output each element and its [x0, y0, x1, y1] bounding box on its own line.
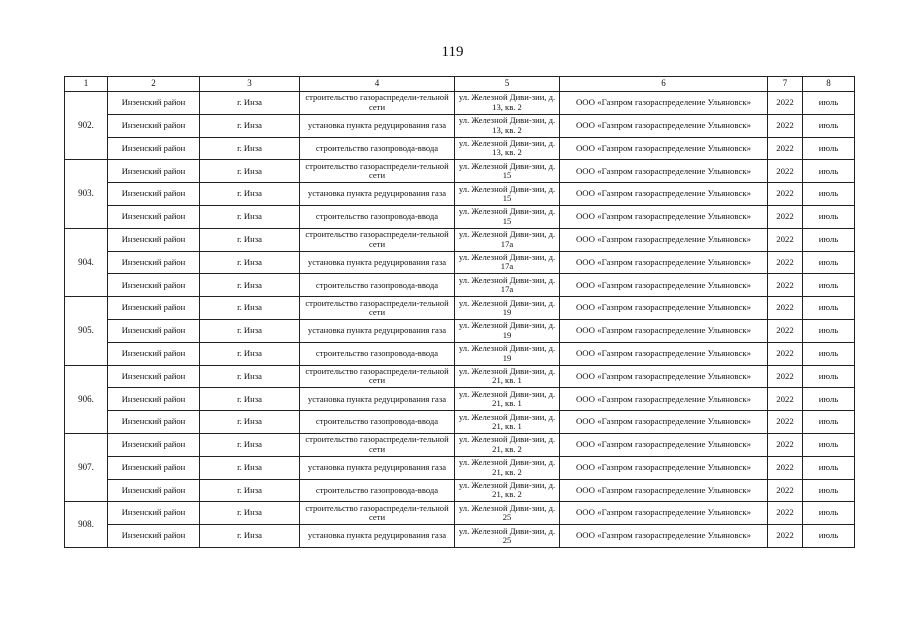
- column-header: 5: [455, 77, 560, 92]
- table-row: [65, 114, 855, 137]
- work-cell: строительство газопровода-ввода: [300, 411, 455, 434]
- district-cell: Инзенский район: [108, 319, 200, 342]
- table-row: [65, 274, 855, 297]
- year-cell: 2022: [768, 251, 803, 274]
- address-cell: ул. Железной Диви-зии, д. 13, кв. 2: [455, 137, 560, 160]
- month-cell: июль: [803, 114, 855, 137]
- organization-cell: ООО «Газпром газораспределение Ульяновск»: [560, 319, 768, 342]
- year-cell: 2022: [768, 502, 803, 525]
- address-cell: ул. Железной Диви-зии, д. 15: [455, 160, 560, 183]
- work-cell: строительство газопровода-ввода: [300, 274, 455, 297]
- address-cell: ул. Железной Диви-зии, д. 17а: [455, 251, 560, 274]
- column-header: 8: [803, 77, 855, 92]
- city-cell: г. Инза: [200, 205, 300, 228]
- month-cell: июль: [803, 365, 855, 388]
- address-cell: ул. Железной Диви-зии, д. 17а: [455, 228, 560, 251]
- year-cell: 2022: [768, 365, 803, 388]
- column-header: 6: [560, 77, 768, 92]
- month-cell: июль: [803, 479, 855, 502]
- work-cell: установка пункта редуцирования газа: [300, 388, 455, 411]
- address-cell: ул. Железной Диви-зии, д. 13, кв. 2: [455, 114, 560, 137]
- table-row: [65, 479, 855, 502]
- address-cell: ул. Железной Диви-зии, д. 21, кв. 1: [455, 365, 560, 388]
- district-cell: Инзенский район: [108, 388, 200, 411]
- row-number-cell: 907.: [65, 433, 108, 501]
- table-row: [65, 251, 855, 274]
- month-cell: июль: [803, 342, 855, 365]
- organization-cell: ООО «Газпром газораспределение Ульяновск»: [560, 411, 768, 434]
- table-row: [65, 365, 855, 388]
- address-cell: ул. Железной Диви-зии, д. 19: [455, 342, 560, 365]
- month-cell: июль: [803, 251, 855, 274]
- row-number-cell: 902.: [65, 92, 108, 160]
- work-cell: строительство газораспредели-тельной сети: [300, 502, 455, 525]
- year-cell: 2022: [768, 183, 803, 206]
- district-cell: Инзенский район: [108, 297, 200, 320]
- organization-cell: ООО «Газпром газораспределение Ульяновск»: [560, 183, 768, 206]
- month-cell: июль: [803, 183, 855, 206]
- address-cell: ул. Железной Диви-зии, д. 25: [455, 502, 560, 525]
- header-row: [65, 77, 855, 92]
- district-cell: Инзенский район: [108, 274, 200, 297]
- district-cell: Инзенский район: [108, 525, 200, 548]
- row-number-cell: 905.: [65, 297, 108, 365]
- organization-cell: ООО «Газпром газораспределение Ульяновск»: [560, 388, 768, 411]
- city-cell: г. Инза: [200, 502, 300, 525]
- year-cell: 2022: [768, 433, 803, 456]
- row-number-cell: 904.: [65, 228, 108, 296]
- month-cell: июль: [803, 456, 855, 479]
- district-cell: Инзенский район: [108, 342, 200, 365]
- district-cell: Инзенский район: [108, 433, 200, 456]
- month-cell: июль: [803, 274, 855, 297]
- month-cell: июль: [803, 525, 855, 548]
- table-row: [65, 502, 855, 525]
- address-cell: ул. Железной Диви-зии, д. 21, кв. 2: [455, 456, 560, 479]
- district-cell: Инзенский район: [108, 183, 200, 206]
- column-header: 2: [108, 77, 200, 92]
- month-cell: июль: [803, 297, 855, 320]
- city-cell: г. Инза: [200, 342, 300, 365]
- work-cell: установка пункта редуцирования газа: [300, 114, 455, 137]
- work-cell: строительство газопровода-ввода: [300, 137, 455, 160]
- district-cell: Инзенский район: [108, 502, 200, 525]
- organization-cell: ООО «Газпром газораспределение Ульяновск»: [560, 228, 768, 251]
- district-cell: Инзенский район: [108, 160, 200, 183]
- work-cell: установка пункта редуцирования газа: [300, 251, 455, 274]
- row-number-cell: 908.: [65, 502, 108, 548]
- column-header: 1: [65, 77, 108, 92]
- month-cell: июль: [803, 137, 855, 160]
- column-header: 7: [768, 77, 803, 92]
- year-cell: 2022: [768, 228, 803, 251]
- organization-cell: ООО «Газпром газораспределение Ульяновск»: [560, 274, 768, 297]
- organization-cell: ООО «Газпром газораспределение Ульяновск»: [560, 479, 768, 502]
- address-cell: ул. Железной Диви-зии, д. 21, кв. 2: [455, 433, 560, 456]
- city-cell: г. Инза: [200, 251, 300, 274]
- table-row: [65, 456, 855, 479]
- organization-cell: ООО «Газпром газораспределение Ульяновск»: [560, 160, 768, 183]
- table-row: [65, 183, 855, 206]
- table-row: [65, 92, 855, 115]
- year-cell: 2022: [768, 205, 803, 228]
- table-row: [65, 205, 855, 228]
- address-cell: ул. Железной Диви-зии, д. 21, кв. 2: [455, 479, 560, 502]
- organization-cell: ООО «Газпром газораспределение Ульяновск»: [560, 114, 768, 137]
- month-cell: июль: [803, 205, 855, 228]
- address-cell: ул. Железной Диви-зии, д. 21, кв. 1: [455, 411, 560, 434]
- table-row: [65, 388, 855, 411]
- year-cell: 2022: [768, 274, 803, 297]
- table-row: [65, 411, 855, 434]
- table-row: [65, 525, 855, 548]
- year-cell: 2022: [768, 479, 803, 502]
- year-cell: 2022: [768, 137, 803, 160]
- work-cell: строительство газораспредели-тельной сети: [300, 297, 455, 320]
- year-cell: 2022: [768, 114, 803, 137]
- work-cell: строительство газопровода-ввода: [300, 479, 455, 502]
- city-cell: г. Инза: [200, 456, 300, 479]
- year-cell: 2022: [768, 297, 803, 320]
- table-row: [65, 319, 855, 342]
- city-cell: г. Инза: [200, 433, 300, 456]
- address-cell: ул. Железной Диви-зии, д. 17а: [455, 274, 560, 297]
- work-cell: строительство газораспредели-тельной сети: [300, 160, 455, 183]
- address-cell: ул. Железной Диви-зии, д. 19: [455, 297, 560, 320]
- month-cell: июль: [803, 433, 855, 456]
- table-row: [65, 433, 855, 456]
- year-cell: 2022: [768, 92, 803, 115]
- month-cell: июль: [803, 228, 855, 251]
- city-cell: г. Инза: [200, 228, 300, 251]
- organization-cell: ООО «Газпром газораспределение Ульяновск»: [560, 342, 768, 365]
- month-cell: июль: [803, 92, 855, 115]
- district-cell: Инзенский район: [108, 137, 200, 160]
- city-cell: г. Инза: [200, 411, 300, 434]
- organization-cell: ООО «Газпром газораспределение Ульяновск»: [560, 205, 768, 228]
- address-cell: ул. Железной Диви-зии, д. 25: [455, 525, 560, 548]
- month-cell: июль: [803, 319, 855, 342]
- work-cell: строительство газораспредели-тельной сети: [300, 228, 455, 251]
- city-cell: г. Инза: [200, 388, 300, 411]
- district-cell: Инзенский район: [108, 228, 200, 251]
- organization-cell: ООО «Газпром газораспределение Ульяновск»: [560, 365, 768, 388]
- city-cell: г. Инза: [200, 183, 300, 206]
- organization-cell: ООО «Газпром газораспределение Ульяновск»: [560, 502, 768, 525]
- month-cell: июль: [803, 411, 855, 434]
- city-cell: г. Инза: [200, 297, 300, 320]
- column-header: 4: [300, 77, 455, 92]
- organization-cell: ООО «Газпром газораспределение Ульяновск»: [560, 251, 768, 274]
- organization-cell: ООО «Газпром газораспределение Ульяновск»: [560, 433, 768, 456]
- work-cell: установка пункта редуцирования газа: [300, 456, 455, 479]
- table-row: [65, 228, 855, 251]
- organization-cell: ООО «Газпром газораспределение Ульяновск»: [560, 456, 768, 479]
- month-cell: июль: [803, 388, 855, 411]
- city-cell: г. Инза: [200, 479, 300, 502]
- work-cell: строительство газопровода-ввода: [300, 205, 455, 228]
- year-cell: 2022: [768, 411, 803, 434]
- work-cell: строительство газораспредели-тельной сети: [300, 433, 455, 456]
- address-cell: ул. Железной Диви-зии, д. 15: [455, 183, 560, 206]
- city-cell: г. Инза: [200, 274, 300, 297]
- month-cell: июль: [803, 502, 855, 525]
- organization-cell: ООО «Газпром газораспределение Ульяновск»: [560, 525, 768, 548]
- district-cell: Инзенский район: [108, 456, 200, 479]
- row-number-cell: 903.: [65, 160, 108, 228]
- organization-cell: ООО «Газпром газораспределение Ульяновск»: [560, 137, 768, 160]
- address-cell: ул. Железной Диви-зии, д. 21, кв. 1: [455, 388, 560, 411]
- work-cell: установка пункта редуцирования газа: [300, 319, 455, 342]
- work-cell: строительство газораспредели-тельной сети: [300, 92, 455, 115]
- city-cell: г. Инза: [200, 160, 300, 183]
- address-cell: ул. Железной Диви-зии, д. 15: [455, 205, 560, 228]
- district-cell: Инзенский район: [108, 205, 200, 228]
- work-cell: строительство газораспредели-тельной сети: [300, 365, 455, 388]
- city-cell: г. Инза: [200, 525, 300, 548]
- organization-cell: ООО «Газпром газораспределение Ульяновск»: [560, 297, 768, 320]
- year-cell: 2022: [768, 342, 803, 365]
- district-cell: Инзенский район: [108, 251, 200, 274]
- year-cell: 2022: [768, 525, 803, 548]
- data-table: [64, 76, 855, 548]
- address-cell: ул. Железной Диви-зии, д. 13, кв. 2: [455, 92, 560, 115]
- year-cell: 2022: [768, 319, 803, 342]
- work-cell: установка пункта редуцирования газа: [300, 525, 455, 548]
- table-row: [65, 342, 855, 365]
- row-number-cell: 906.: [65, 365, 108, 433]
- district-cell: Инзенский район: [108, 411, 200, 434]
- page-number: 119: [441, 44, 464, 60]
- table-row: [65, 137, 855, 160]
- city-cell: г. Инза: [200, 114, 300, 137]
- year-cell: 2022: [768, 160, 803, 183]
- work-cell: строительство газопровода-ввода: [300, 342, 455, 365]
- city-cell: г. Инза: [200, 319, 300, 342]
- city-cell: г. Инза: [200, 92, 300, 115]
- month-cell: июль: [803, 160, 855, 183]
- district-cell: Инзенский район: [108, 365, 200, 388]
- table-row: [65, 160, 855, 183]
- table-row: [65, 297, 855, 320]
- district-cell: Инзенский район: [108, 479, 200, 502]
- organization-cell: ООО «Газпром газораспределение Ульяновск»: [560, 92, 768, 115]
- address-cell: ул. Железной Диви-зии, д. 19: [455, 319, 560, 342]
- district-cell: Инзенский район: [108, 92, 200, 115]
- column-header: 3: [200, 77, 300, 92]
- year-cell: 2022: [768, 388, 803, 411]
- year-cell: 2022: [768, 456, 803, 479]
- city-cell: г. Инза: [200, 365, 300, 388]
- table-body: [65, 77, 855, 548]
- city-cell: г. Инза: [200, 137, 300, 160]
- district-cell: Инзенский район: [108, 114, 200, 137]
- work-cell: установка пункта редуцирования газа: [300, 183, 455, 206]
